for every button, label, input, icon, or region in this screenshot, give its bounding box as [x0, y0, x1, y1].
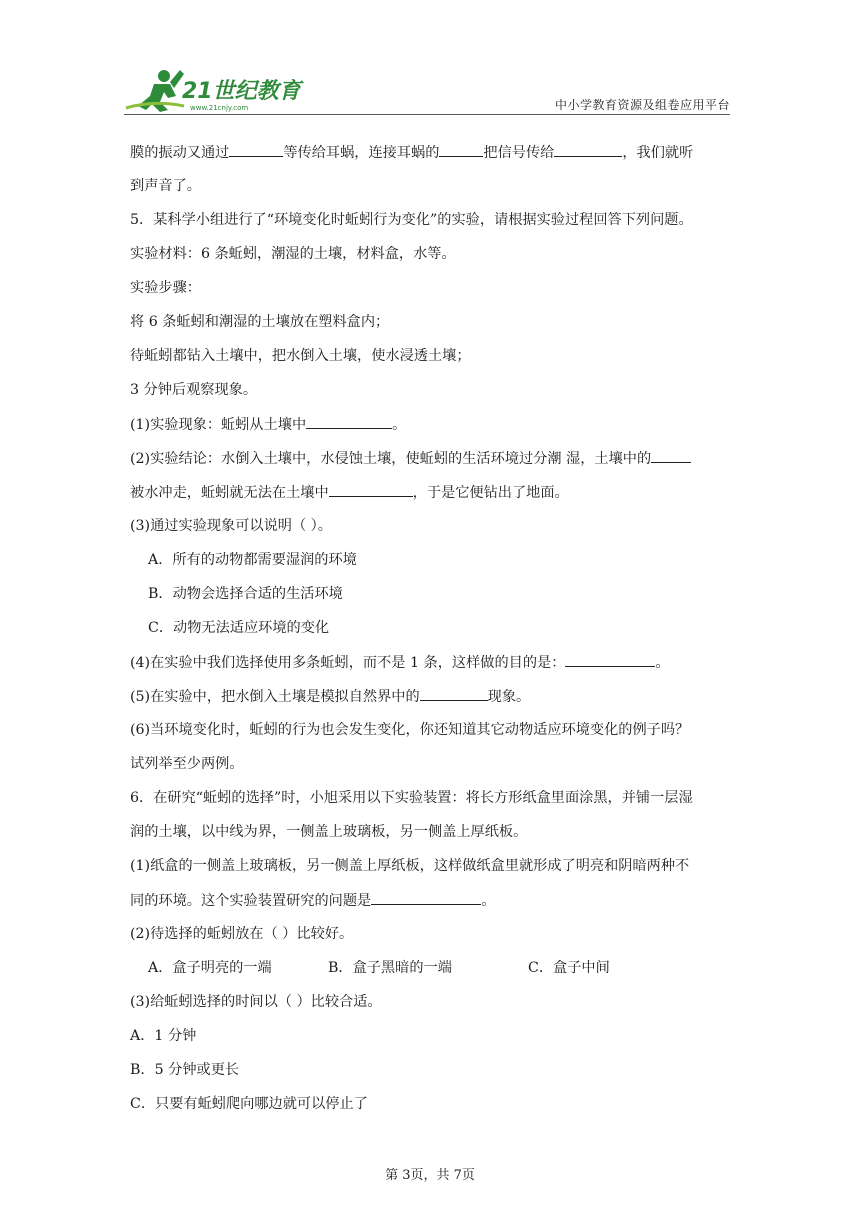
q5-part-3: (3)通过实验现象可以说明（ ）。 — [130, 518, 332, 534]
q6-option-a: A．1 分钟 — [130, 1028, 197, 1044]
site-logo — [124, 62, 324, 118]
q5-step-2: 待蚯蚓都钻入土壤中，把水倒入土壤，使水浸透土壤； — [130, 348, 471, 364]
q5-option-c: C．动物无法适应环境的变化 — [148, 620, 330, 636]
q6-part-2-options — [148, 958, 610, 978]
answer-blank — [439, 142, 483, 157]
q5-option-b: B．动物会选择合适的生活环境 — [148, 586, 343, 602]
answer-blank — [306, 414, 392, 429]
answer-blank — [565, 652, 655, 667]
q6-stem-line-1: 6．在研究“蚯蚓的选择”时，小旭采用以下实验装置：将长方形纸盒里面涂黑，并铺一层湿 — [130, 790, 693, 806]
svg-text:www.21cnjy.com: www.21cnjy.com — [190, 104, 249, 112]
q5-part-6-line-2: 试列举至少两例。 — [130, 756, 244, 772]
text: (2)实验结论：水倒入土壤中，水侵蚀土壤，使蚯蚓的生活环境过分潮 湿，土壤中的 — [130, 451, 652, 467]
text: (4)在实验中我们选择使用多条蚯蚓，而不是 1 条，这样做的目的是： — [130, 655, 566, 671]
q6-part-1-line-2 — [130, 890, 495, 911]
q6-part-3: (3)给蚯蚓选择的时间以（ ）比较合适。 — [130, 994, 382, 1010]
text: (1)实验现象：蚯蚓从土壤中 — [130, 417, 307, 433]
q5-part-5 — [130, 686, 530, 707]
q5-materials: 实验材料：6 条蚯蚓，潮湿的土壤，材料盒，水等。 — [130, 246, 456, 262]
text: (5)在实验中，把水倒入土壤是模拟自然界中的 — [130, 689, 420, 705]
q6-stem-line-2: 润的土壤，以中线为界，一侧盖上玻璃板，另一侧盖上厚纸板。 — [130, 824, 528, 840]
page-number: 第 3页，共 7页 — [385, 1168, 475, 1183]
answer-blank — [420, 686, 488, 701]
option-c: C．盒子中间 — [528, 960, 610, 976]
q5-steps-title: 实验步骤： — [130, 280, 201, 296]
text: 。 — [481, 893, 496, 909]
answer-blank — [371, 890, 481, 905]
text: 把信号传给 — [483, 145, 555, 161]
q6-option-c: C．只要有蚯蚓爬向哪边就可以停止了 — [130, 1096, 368, 1112]
text: 。 — [655, 655, 670, 671]
option-b: B．盒子黑暗的一端 — [328, 960, 452, 976]
q5-part-2-line-1 — [130, 448, 691, 469]
text: ，于是它便钻出了地面。 — [412, 485, 569, 501]
platform-label: 中小学教育资源及组卷应用平台 — [554, 98, 730, 112]
answer-blank — [329, 482, 413, 497]
page-header — [124, 62, 730, 118]
answer-blank — [229, 142, 283, 157]
q5-part-1 — [130, 414, 406, 435]
text: 现象。 — [487, 689, 531, 705]
text: 。 — [392, 417, 407, 433]
q5-part-6-line-1: (6)当环境变化时，蚯蚓的行为也会发生变化，你还知道其它动物适应环境变化的例子吗？ — [130, 722, 690, 738]
svg-text:21世纪教育: 21世纪教育 — [182, 79, 301, 104]
q5-step-1: 将 6 条蚯蚓和潮湿的土壤放在塑料盒内； — [130, 314, 390, 330]
answer-blank — [554, 142, 622, 157]
q5-option-a: A．所有的动物都需要湿润的环境 — [148, 552, 357, 568]
q6-part-1-line-1: (1)纸盒的一侧盖上玻璃板，另一侧盖上厚纸板，这样做纸盒里就形成了明亮和阴暗两种不 — [130, 858, 690, 874]
text: 被水冲走，蚯蚓就无法在土壤中 — [130, 485, 329, 501]
q5-part-2-line-2 — [130, 482, 569, 503]
q4-line-2: 到声音了。 — [130, 178, 201, 194]
q6-part-2: (2)待选择的蚯蚓放在（ ）比较好。 — [130, 926, 354, 942]
q5-stem: 5．某科学小组进行了“环境变化时蚯蚓行为变化”的实验，请根据实验过程回答下列问题。 — [130, 212, 693, 228]
q5-step-3: 3 分钟后观察现象。 — [130, 382, 258, 398]
q6-option-b: B．5 分钟或更长 — [130, 1062, 240, 1078]
q4-line-1 — [130, 142, 693, 163]
header-divider — [124, 114, 730, 115]
text: 等传给耳蜗，连接耳蜗的 — [283, 145, 440, 161]
option-a: A．盒子明亮的一端 — [148, 960, 272, 976]
answer-blank — [651, 448, 691, 463]
q5-part-4 — [130, 652, 670, 673]
text: 膜的振动又通过 — [130, 145, 230, 161]
text: ，我们就听 — [622, 145, 694, 161]
text: 同的环境。这个实验装置研究的问题是 — [130, 893, 372, 909]
